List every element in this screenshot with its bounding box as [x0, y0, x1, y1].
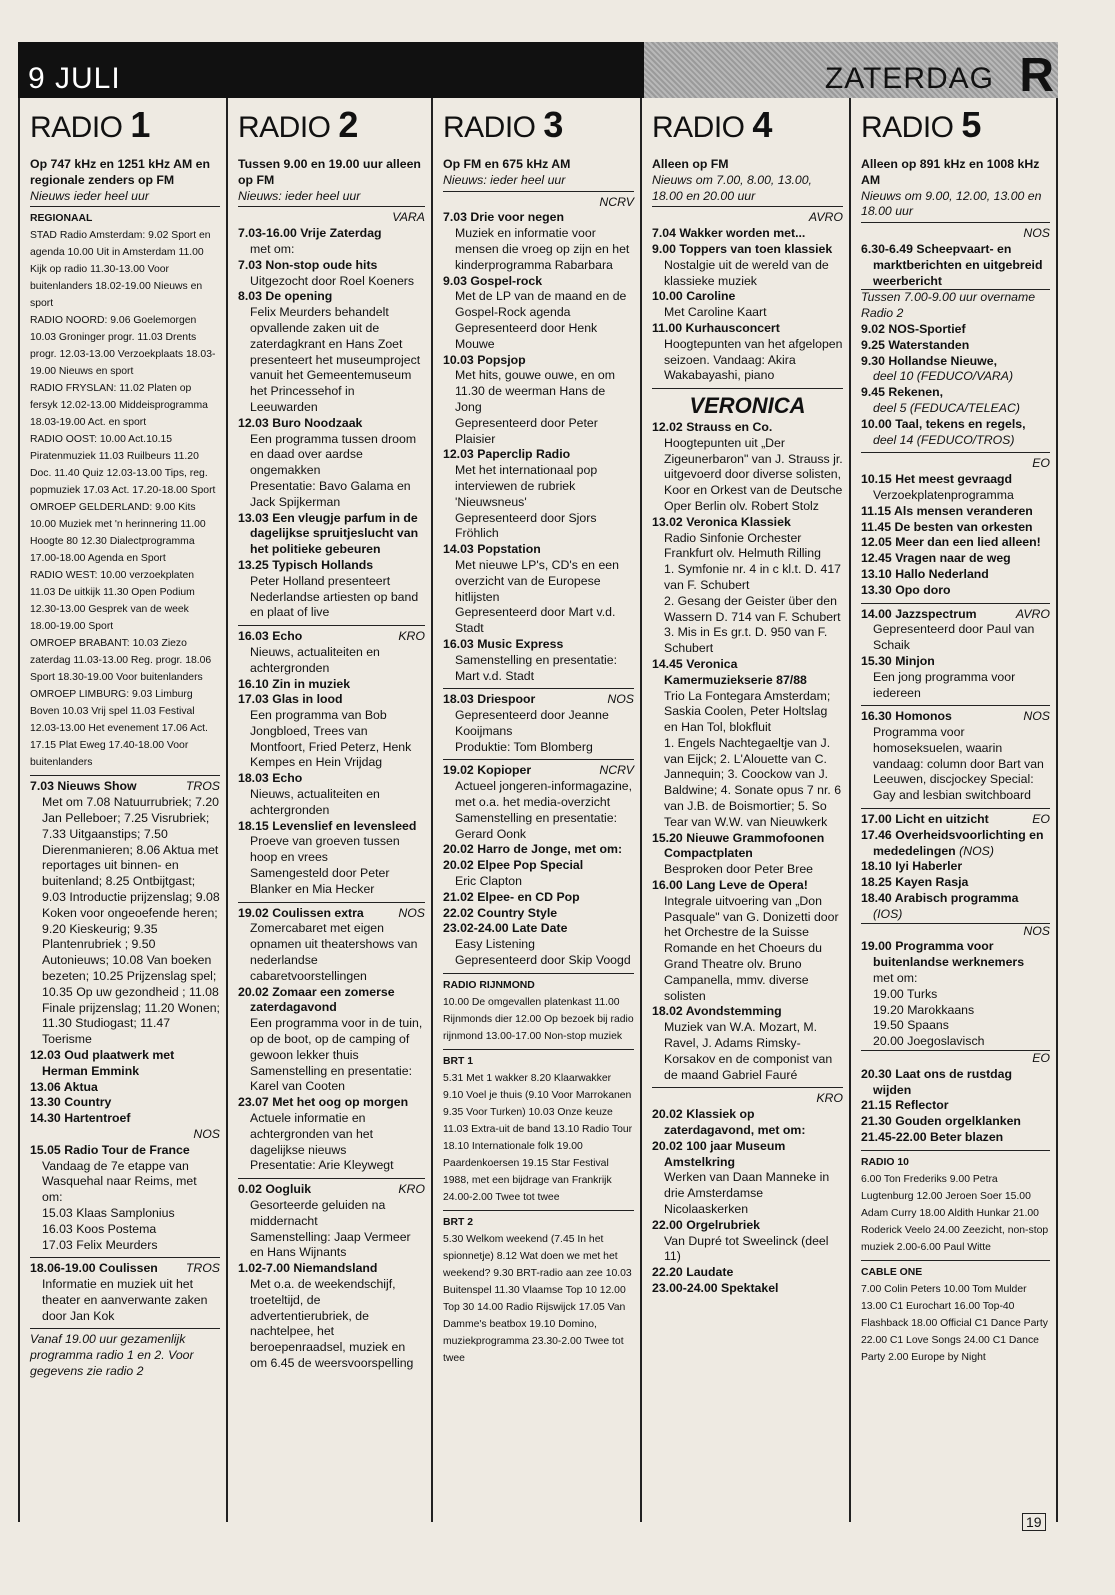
radio-3-ncrv: 19.02 Kopioper NCRV Actueel jongeren-informagazine, met o.a. het media-overzicht Samenstelling en presentatie: Gerard Oonk 20.02 Harro de Jonge, met om: 20.02 Elpee Pop Special Eric Clapton 21.02 Elpee- en CD Pop 22.02 Country Style 23.02-24.00 Late Date Easy Listening Gepresenteerd door Skip Voogd: [443, 759, 634, 968]
radio-2-programs: VARA 7.03-16.00 Vrije Zaterdag met om: 7.03 Non-stop oude hits Uitgezocht door Roel Koeners 8.03 De opening Felix Meurders behandelt opvallende zaken uit de zaterdagkrant en Hans Zoet presenteert het museumproject vanuit het Gemeentemuseum het Princessehof in Leeuwarden 12.03 Buro Noodzaak Een programma tussen droom en daad over aardse ongemakken Presentatie: Bavo Galama en Jack Spijkerman 13.03 Een vleugje parfum in de dagelijkse spruitjeslucht van het politieke gebeuren 13.25 Typisch Hollands Peter Holland presenteert Nederlandse artiesten op band en plaat of live: [238, 210, 425, 620]
regional-list: REGIONAAL STAD Radio Amsterdam: 9.02 Sport en agenda 10.00 Uit in Amsterdam 11.00 Kijk op radio 11.30-13.00 Voor buitenlanders 18.02-19.00 Nieuws en sport RADIO NOORD: 9.06 Goelemorgen 10.03 Groninger progr. 11.03 Drents progr. 12.03-13.00 Verzoekplaats 18.03-19.00 Nieuws en sport RADIO FRYSLAN: 11.02 Platen op fersyk 12.02-13.00 Middeisprogramma 18.03-19.00 Act. en sport RADIO OOST: 10.00 Act.10.15 Piratenmuziek 11.03 Ruilbeurs 11.20 Doc. 11.40 Quiz 12.03-13.00 Tips, reg. popmuziek 17.03 Act. 17.20-18.00 Sport OMROEP GELDERLAND: 9.00 Kits 10.00 Muziek met 'n herinnering 11.00 Hoogte 80 12.30 Dialectprogramma 17.00-18.00 Agenda en Sport RADIO WEST: 10.00 verzoekplaten 11.03 De uitkijk 11.30 Open Podium 12.30-13.00 Gesprek van de week 18.00-19.00 Sport OMROEP BRABANT: 10.03 Ziezo zaterdag 11.03-13.00 Reg. progr. 18.06 Sport 18.30-19.00 Voor buitenlanders OMROEP LIMBURG: 9.03 Limburg Boven 10.03 Vrij spel 11.03 Festival 12.03-13.00 Het evenement 17.06 Act. 17.15 Plat Eweg 17.40-18.00 Voor buitenlanders: [30, 213, 216, 769]
radio-5-evening: 17.00 Licht en uitzicht EO 17.46 Overheidsvoorlichting en mededelingen (NOS) 18.10 Iyi Haberler 18.25 Kayen Rasja 18.40 Arabisch programma (IOS) NOS 19.00 Programma voor buitenlandse werknemers met om: 19.00 Turks 19.20 Marokkaans 19.50 Spaans 20.00 Joegoslavisch EO 20.30 Laat ons de rustdag wijden 21.15 Reflector 21.30 Gouden orgelklanken 21.45-22.00 Beter blazen: [861, 808, 1050, 1146]
page-day: ZATERDAG: [824, 62, 994, 95]
radio-1-outro: Vanaf 19.00 uur gezamenlijk programma radio 1 en 2. Voor gegevens zie radio 2: [30, 1328, 220, 1379]
veronica-logo: VERONICA: [689, 393, 806, 419]
brt-2: BRT 2 5.30 Welkom weekend (7.45 In het spionnetje) 8.12 Wat doen we met het weekend? 9.30 BRT-radio aan zee 10.03 Buitenspel 11.30 Vlaamse Top 10 12.00 Top 30 14.00 Radio Rijswijck 17.05 Van Damme's beatbox 19.10 Domino, muziekprogramma 23.30-2.00 Twee tot twee: [443, 1210, 634, 1367]
header-shaded-band: [644, 42, 1058, 102]
radio-3-title: RADIO 3: [443, 104, 563, 145]
cable-one: CABLE ONE 7.00 Colin Peters 10.00 Tom Mulder 13.00 C1 Eurochart 16.00 Top-40 Flashback 18.00 Official C1 Dance Party 22.00 C1 Love Songs 24.00 C1 Dance Party 2.00 Europe by Night: [861, 1260, 1050, 1366]
radio-4-avro: AVRO 7.04 Wakker worden met... 9.00 Toppers van toen klassiek Nostalgie uit de wereld van de klassieke muziek 10.00 Caroline Met Caroline Kaart 11.00 Kurhausconcert Hoogtepunten van het afgelopen seizoen. Vandaag: Akira Wakabayashi, piano: [652, 210, 843, 383]
radio-2-kro: 16.03 Echo KRO Nieuws, actualiteiten en achtergronden 16.10 Zin in muziek 17.03 Glas in lood Een programma van Bob Jongbloed, Trees van Montfoort, Fried Peterz, Henk Kempes en Hein Vrijdag 18.03 Echo Nieuws, actualiteiten en achtergronden 18.15 Levenslief en levensleed Proeve van groeven tussen hoop en vrees Samengesteld door Peter Blanker en Mia Hecker: [238, 625, 425, 898]
radio-5-title: RADIO 5: [861, 104, 981, 145]
radio-4-kro: KRO 20.02 Klassiek op zaterdagavond, met om: 20.02 100 jaar Museum Amstelkring Werken van Daan Manneke in drie Amsterdamse Nicolaaskerken 22.00 Orgelrubriek Van Dupré tot Sweelinck (deel 11) 22.20 Laudate 23.00-24.00 Spektakel: [652, 1087, 843, 1296]
radio-3-programs: NCRV 7.03 Drie voor negen Muziek en informatie voor mensen die vroeg op zijn en het kinderprogramma Rabarbara 9.03 Gospel-rock Met de LP van de maand en de Gospel-Rock agenda Gepresenteerd door Henk Mouwe 10.03 Popsjop Met hits, gouwe ouwe, en om 11.30 de weerman Hans de Jong Gepresenteerd door Peter Plaisier 12.03 Paperclip Radio Met het internationaal pop interviewen de rubriek 'Nieuwsneus' Gepresenteerd door Sjors Fröhlich 14.03 Popstation Met nieuwe LP's, CD's en een overzicht van de Europese hitlijsten Gepresenteerd door Mart v.d. Stadt 16.03 Music Express Samenstelling en presentatie: Mart v.d. Stadt: [443, 194, 634, 683]
radio-5-avro: 14.00 Jazzspectrum AVRO Gepresenteerd door Paul van Schaik 15.30 Minjon Een jong programma voor iedereen: [861, 603, 1050, 702]
brt-1: BRT 1 5.31 Met 1 wakker 8.20 Klaarwakker 9.10 Voel je thuis (9.10 Voor Marrokanen 9.35 Voor Turken) 10.03 Onze keuze 11.03 Extra-uit de band 13.10 Radio Tour 18.10 Internationale folk 19.00 Paardenkoersen 19.15 Star Festival 1988, met een bijdrage van Frankrijk 24.00-2.00 Twee tot twee: [443, 1049, 634, 1206]
radio-2-night: 0.02 Oogluik KRO Gesorteerde geluiden na middernacht Samenstelling: Jaap Vermeer en Hans Wijnants 1.02-7.00 Niemandsland Met o.a. de weekendschijf, troeteltijd, de advertentierubriek, de nachtelpee, het beroepenraadsel, muziek en om 6.45 de weersvoorspelling: [238, 1178, 425, 1372]
column-radio-2: [226, 98, 431, 1522]
radio-4-intro: Alleen op FM Nieuws om 7.00, 8.00, 13.00, 18.00 en 20.00 uur: [652, 157, 843, 207]
radio-2-nos: 19.02 Coulissen extra NOS Zomercabaret met eigen opnamen uit theatershows van nederlandse cabaretvoorstellingen 20.02 Zomaar een zomerse zaterdagavond Een programma voor in de tuin, op de boot, op de camping of gewoon lekker thuis Samenstelling en presentatie: Karel van Cooten 23.07 Met het oog op morgen Actuele informatie en achtergronden van het dagelijkse nieuws Presentatie: Arie Kleywegt: [238, 902, 425, 1175]
radio-5-nos: NOS 6.30-6.49 Scheepvaart- en marktberichten en uitgebreid weerbericht Tussen 7.00-9.00 uur overname Radio 2 9.02 NOS-Sportief 9.25 Waterstanden 9.30 Hollandse Nieuwe, deel 10 (FEDUCO/VARA) 9.45 Rekenen, deel 5 (FEDUCA/TELEAC) 10.00 Taal, tekens en regels, deel 14 (FEDUCO/TROS): [861, 226, 1050, 447]
column-radio-5: [849, 98, 1058, 1522]
radio-2-title: RADIO 2: [238, 104, 358, 145]
page-date: 9 JULI: [28, 62, 121, 95]
radio-3-nos: 18.03 Driespoor NOS Gepresenteerd door Jeanne Kooijmans Produktie: Tom Blomberg: [443, 688, 634, 755]
tv-guide-page: [18, 42, 1058, 1522]
radio-3-intro: Op FM en 675 kHz AM Nieuws: ieder heel uur: [443, 157, 634, 192]
header-bar: [18, 42, 1058, 102]
radio-5-intro: Alleen op 891 kHz en 1008 kHz AM Nieuws om 9.00, 12.00, 13.00 en 18.00 uur: [861, 157, 1050, 223]
column-radio-3: [431, 98, 640, 1522]
radio-rijnmond: RADIO RIJNMOND 10.00 De omgevallen platenkast 11.00 Rijnmonds dier 12.00 Op bezoek bij radio rijnmond 13.00-17.00 Non-stop muziek: [443, 973, 634, 1045]
page-number: 19: [1022, 1513, 1046, 1531]
radio-5-homonos: 16.30 Homonos NOS Programma voor homoseksuelen, waarin vandaag: column door Bart van Leeuwen, discjockey Special: Gay and lesbian switchboard: [861, 705, 1050, 804]
radio-10: RADIO 10 6.00 Ton Frederiks 9.00 Petra Lugtenburg 12.00 Jeroen Soer 15.00 Adam Curry 18.00 Aldith Hunkar 21.00 Roderick Veelo 24.00 Zeezicht, non-stop muziek 2.00-6.00 Paul Witte: [861, 1150, 1050, 1256]
radio-1-intro: Op 747 kHz en 1251 kHz AM en regionale zenders op FM Nieuws ieder heel uur: [30, 157, 220, 207]
radio-logo: R: [1019, 49, 1054, 102]
radio-2-intro: Tussen 9.00 en 19.00 uur alleen op FM Nieuws: ieder heel uur: [238, 157, 425, 207]
radio-1-late: 18.06-19.00 Coulissen TROS Informatie en muziek uit het theater en aanverwante zaken door Jan Kok: [30, 1257, 220, 1324]
radio-1-title: RADIO 1: [30, 104, 150, 145]
radio-1-programs: 7.03 Nieuws Show TROS Met om 7.08 Natuurrubriek; 7.20 Jan Pelleboer; 7.25 Visrubriek; 7.33 Uitgaanstips; 7.50 Dierenmanieren; 8.06 Aktua met reportages uit binnen- en buitenland; 8.25 Ontbijtgast; 9.03 Introductie prijzenslag; 9.08 Koken voor ongeoefende heren; 9.20 Kieskeurig; 9.35 Plantenrubriek ; 9.50 Autonieuws; 10.08 Van boeken bezeten; 10.25 Prijzenslag spel; 10.35 Op uw gezondheid ; 11.08 Finale prijzenslag; 11.20 Wonen; 11.30 Studiogast; 11.47 Toerisme 12.03 Oud plaatwerk met Herman Emmink 13.06 Aktua 13.30 Country 14.30 Hartentroef NOS 15.05 Radio Tour de France Vandaag de 7e etappe van Wasquehal naar Reims, met om: 15.03 Klaas Samplonius 16.03 Koos Postema 17.03 Felix Meurders: [30, 775, 220, 1253]
radio-5-eo: EO 10.15 Het meest gevraagd Verzoekplatenprogramma 11.15 Als mensen veranderen 11.45 De besten van orkesten 12.05 Meer dan een lied alleen! 12.45 Vragen naar de weg 13.10 Hallo Nederland 13.30 Opo doro: [861, 452, 1050, 598]
header-dark-band: [18, 42, 644, 98]
column-radio-4: [640, 98, 849, 1522]
radio-4-veronica: VERONICA 12.02 Strauss en Co. Hoogtepunten uit „Der Zigeunerbaron" van J. Strauss jr. uitgevoerd door diverse solisten, Koor en Orkest van de Deutsche Oper Berlin olv. Robert Stolz 13.02 Veronica Klassiek Radio Sinfonie Orchester Frankfurt olv. Helmuth Rilling 1. Symfonie nr. 4 in c kl.t. D. 417 van F. Schubert 2. Gesang der Geister über den Wassern D. 714 van F. Schubert 3. Mis in Es gr.t. D. 950 van F. Schubert 14.45 Veronica Kamermuziekserie 87/88 Trio La Fontegara Amsterdam; Saskia Coolen, Peter Holtslag en Han Tol, blokfluit 1. Engels Nachtegaeltje van J. van Eijck; 2. L'Alouette van C. Jannequin; 3. Coockow van J. Baldwine; 4. Sonate opus 7 nr. 6 van J.B. de Boismortier; 5. So Tear van W.W. van Nieuwkerk 15.20 Nieuwe Grammofoonen Compactplaten Besproken door Peter Bree 16.00 Lang Leve de Opera! Integrale uitvoering van „Don Pasquale" van G. Donizetti door het Orchestre de la Suisse Romande en het Choeurs du Grand Theatre olv. Bruno Campanella, mmv. diverse solisten 18.02 Avondstemming Muziek van W.A. Mozart, M. Ravel, J. Adams Rimsky-Korsakov en de componist van de maand Gabriel Fauré: [652, 388, 843, 1083]
column-radio-1: [18, 98, 226, 1522]
radio-4-title: RADIO 4: [652, 104, 772, 145]
